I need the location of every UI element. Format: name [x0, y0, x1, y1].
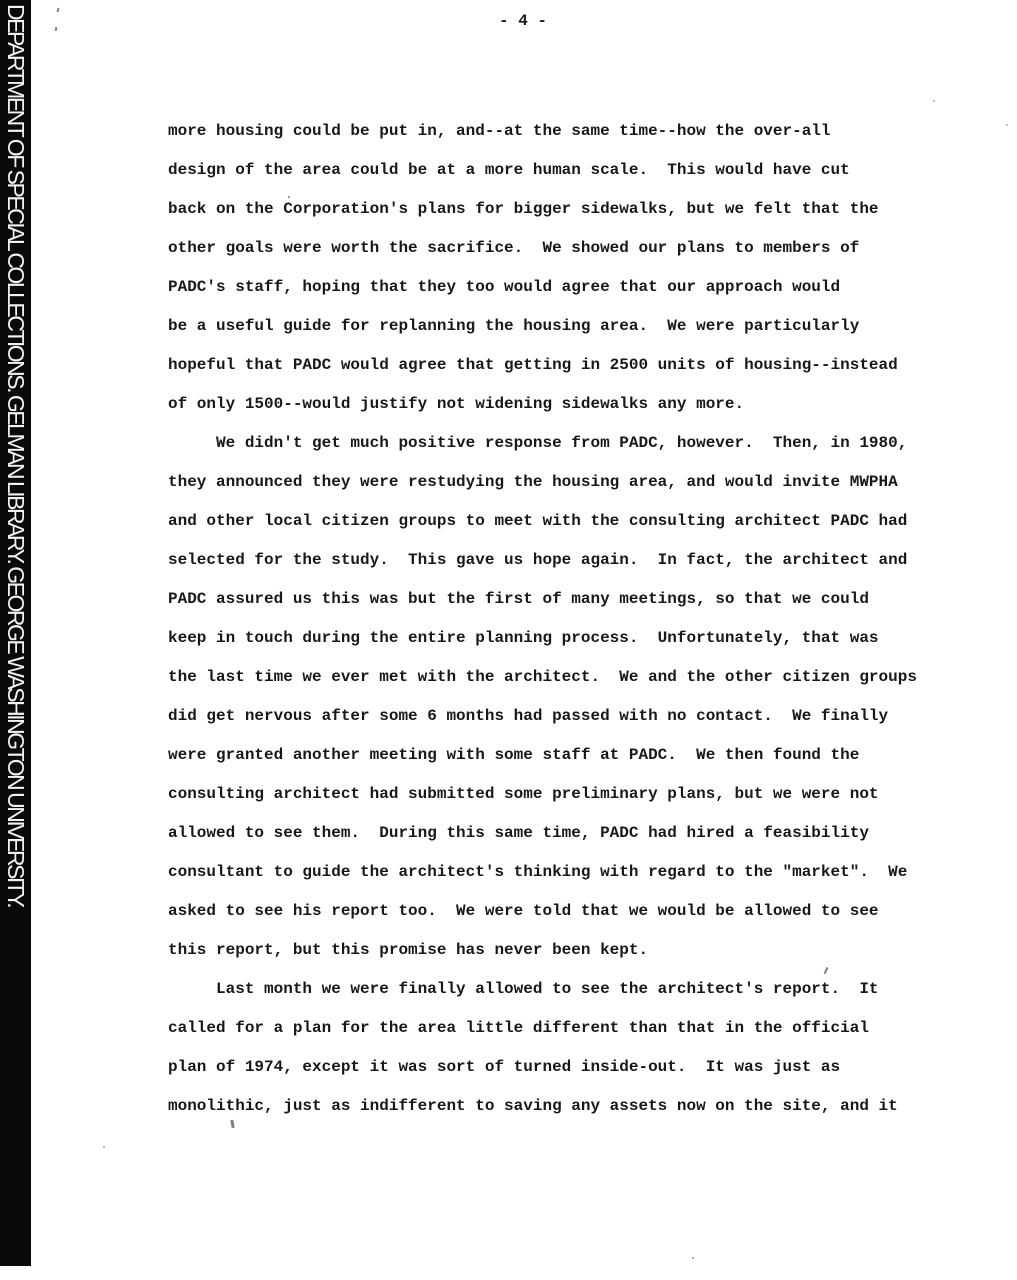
text-line: this report, but this promise has never been kept.: [168, 941, 649, 959]
text-line: and other local citizen groups to meet with the consulting architect PADC had: [168, 512, 908, 530]
text-line: called for a plan for the area little different than that in the official: [168, 1019, 869, 1037]
page-number: - 4 -: [498, 12, 548, 30]
text-line: monolithic, just as indifferent to saving any assets now on the site, and it: [168, 1097, 898, 1115]
scan-speck: [55, 27, 58, 31]
text-line: be a useful guide for replanning the housing area. We were particularly: [168, 317, 860, 335]
typed-text-block: [168, 112, 917, 1126]
text-line: asked to see his report too. We were told that we would be allowed to see: [168, 902, 879, 920]
scan-speck: [1006, 124, 1008, 126]
scan-speck: [57, 8, 60, 12]
scan-speck: [103, 1146, 105, 1148]
text-line: they announced they were restudying the housing area, and would invite MWPHA: [168, 473, 898, 491]
text-line: consulting architect had submitted some preliminary plans, but we were not: [168, 785, 879, 803]
text-line: back on the Corporation's plans for bigger sidewalks, but we felt that the: [168, 200, 879, 218]
text-line: more housing could be put in, and--at the same time--how the over-all: [168, 122, 831, 140]
text-line: did get nervous after some 6 months had passed with no contact. We finally: [168, 707, 889, 725]
archive-stamp-label: DEPARTMENT OF SPECIAL COLLECTIONS. GELMAN LIBRARY. GEORGE WASHINGTON UNIVERSITY.: [3, 4, 29, 907]
text-line: Last month we were finally allowed to see the architect's report. It: [168, 980, 879, 998]
text-line: design of the area could be at a more human scale. This would have cut: [168, 161, 850, 179]
text-line: hopeful that PADC would agree that getting in 2500 units of housing--instead: [168, 356, 898, 374]
text-line: PADC's staff, hoping that they too would agree that our approach would: [168, 278, 841, 296]
text-line: other goals were worth the sacrifice. We showed our plans to members of: [168, 239, 860, 257]
scan-speck: [933, 100, 935, 102]
text-line: the last time we ever met with the architect. We and the other citizen groups: [168, 668, 917, 686]
text-line: consultant to guide the architect's thinking with regard to the "market". We: [168, 863, 908, 881]
text-line: allowed to see them. During this same time, PADC had hired a feasibility: [168, 824, 869, 842]
scan-speck: [288, 196, 290, 198]
archive-stamp-bar: [0, 0, 31, 1266]
scan-speck: [692, 1257, 694, 1259]
text-line: We didn't get much positive response from PADC, however. Then, in 1980,: [168, 434, 908, 452]
text-line: keep in touch during the entire planning process. Unfortunately, that was: [168, 629, 879, 647]
text-line: plan of 1974, except it was sort of turned inside-out. It was just as: [168, 1058, 841, 1076]
text-line: of only 1500--would justify not widening sidewalks any more.: [168, 395, 745, 413]
text-line: PADC assured us this was but the first of many meetings, so that we could: [168, 590, 869, 608]
text-line: were granted another meeting with some staff at PADC. We then found the: [168, 746, 860, 764]
text-line: selected for the study. This gave us hope again. In fact, the architect and: [168, 551, 908, 569]
